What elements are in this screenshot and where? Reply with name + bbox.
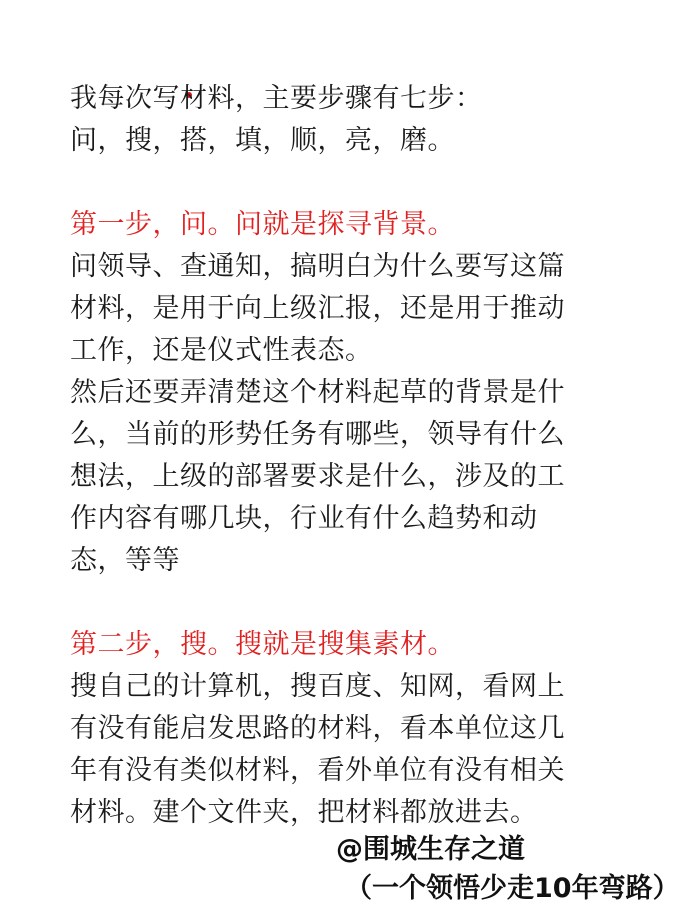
step1-line: 态，等等: [70, 545, 180, 576]
step2-line: 有没有能启发思路的材料，看本单位这几: [70, 713, 565, 744]
intro-line: 问，搜，搭，填，顺，亮，磨。: [70, 125, 455, 156]
paragraph-gap: [70, 162, 630, 204]
paragraph-gap: [70, 582, 630, 624]
intro-line: 我每次写材料，主要步骤有七步：: [70, 83, 483, 114]
step2-line: 搜自己的计算机，搜百度、知网，看网上: [70, 671, 565, 702]
step2-line: 材料。建个文件夹，把材料都放进去。: [70, 797, 538, 828]
signature-handle: @围城生存之道: [336, 834, 525, 865]
step1-line: 然后还要弄清楚这个材料起草的背景是什: [70, 377, 565, 408]
signature-slogan: （一个领悟少走10年弯路）: [345, 873, 680, 904]
step1-line: 问领导、查通知，搞明白为什么要写这篇: [70, 251, 565, 282]
step2-line: 年有没有类似材料，看外单位有没有相关: [70, 755, 565, 786]
step2-heading: 第二步，搜。搜就是搜集素材。: [70, 629, 455, 660]
article-body: [70, 78, 630, 834]
step1-line: 作内容有哪几块，行业有什么趋势和动: [70, 503, 538, 534]
step1-line: 材料，是用于向上级汇报，还是用于推动: [70, 293, 565, 324]
step1-heading: 第一步，问。问就是探寻背景。: [70, 209, 455, 240]
step1-line: 想法，上级的部署要求是什么，涉及的工: [70, 461, 565, 492]
step1-line: 么，当前的形势任务有哪些，领导有什么: [70, 419, 565, 450]
step1-line: 工作，还是仪式性表态。: [70, 335, 373, 366]
